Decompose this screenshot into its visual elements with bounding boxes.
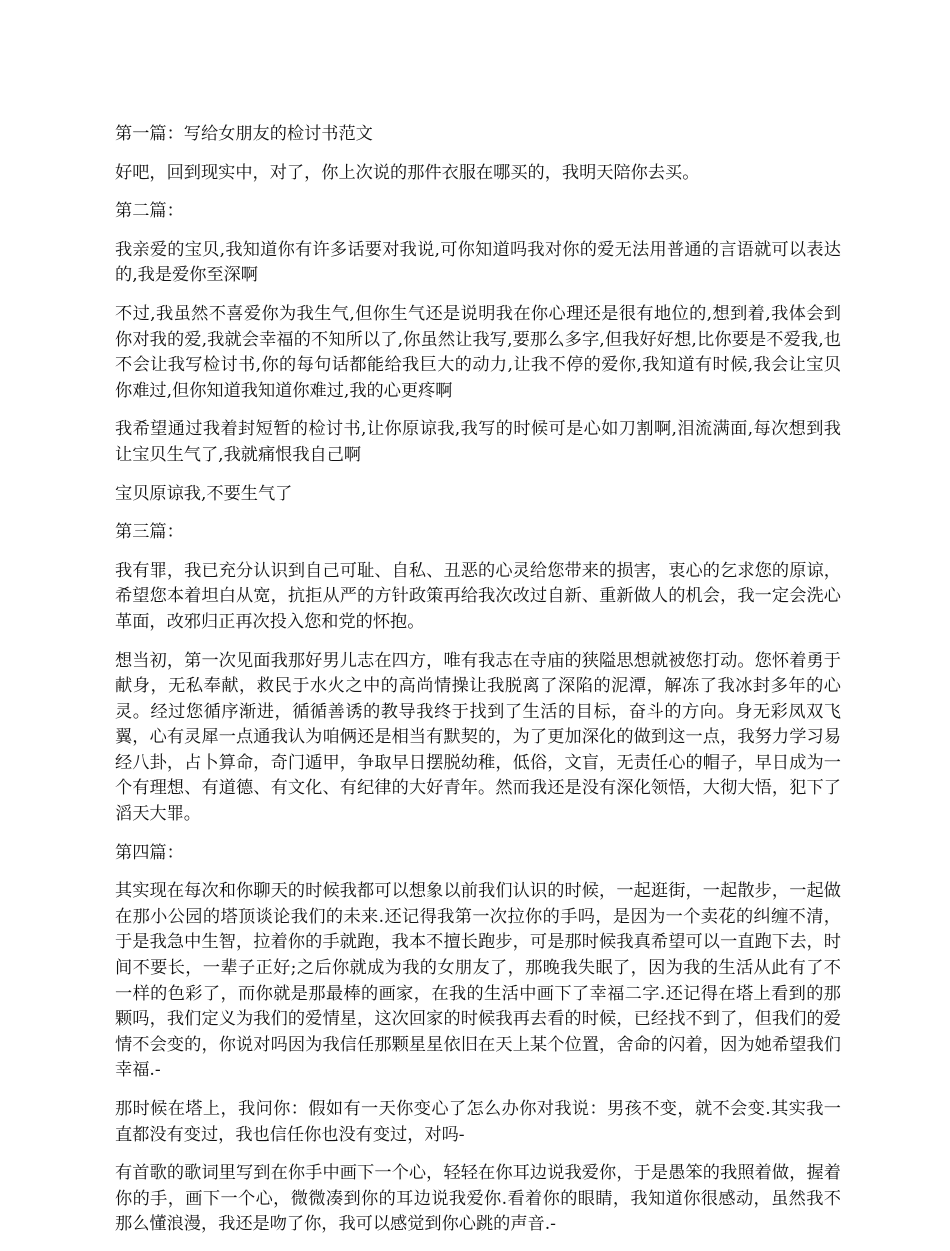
section-title-4: 第四篇： xyxy=(115,842,184,863)
paragraph: 不过,我虽然不喜爱你为我生气,但你生气还是说明我在你心理还是很有地位的,想到着,我体会到你对我的爱,我就会幸福的不知所以了,你虽然让我写,要那么多字,但我好好想,比你要是不爱我,也不会让我写检讨书,你的每句话都能给我巨大的动力,让我不停的爱你,我知道有时候,我会让宝贝你难过,但你知道我知道你难过,我的心更疼啊 xyxy=(115,303,841,401)
section-title-3: 第三篇： xyxy=(115,522,184,543)
section-title-1: 第一篇：写给女朋友的检讨书范文 xyxy=(115,124,373,144)
section-title-2: 第二篇： xyxy=(115,201,184,222)
paragraph: 想当初，第一次见面我那好男儿志在四方，唯有我志在寺庙的狭隘思想就被您打动。您怀着勇于献身，无私奉献，救民于水火之中的高尚情操让我脱离了深陷的泥潭，解冻了我冰封多年的心灵。经过您循序渐进，循循善诱的教导我终于找到了生活的目标，奋斗的方向。身无彩凤双飞翼，心有灵犀一点通我认为咱俩还是相当有默契的，为了更加深化的做到这一点，我努力学习易经八卦，占卜算命，奇门遁甲，争取早日摆脱幼稚，低俗，文盲，无责任心的帽子，早日成为一个有理想、有道德、有文化、有纪律的大好青年。然而我还是没有深化领悟，大彻大悟，犯下了滔天大罪。 xyxy=(115,650,841,825)
paragraph: 其实现在每次和你聊天的时候我都可以想象以前我们认识的时候，一起逛街，一起散步，一起做在那小公园的塔顶谈论我们的未来.还记得我第一次拉你的手吗，是因为一个卖花的纠缠不清，于是我急中生智，拉着你的手就跑，我本不擅长跑步，可是那时候我真希望可以一直跑下去，时间不要长，一辈子正好;之后你就成为我的女朋友了，那晚我失眠了，因为我的生活从此有了不一样的色彩了，而你就是那最棒的画家，在我的生活中画下了幸福二字.还记得在塔上看到的那颗吗，我们定义为我们的爱情星，这次回家的时候我再去看的时候，已经找不到了，但我们的爱情不会变的，你说对吗因为我信任那颗星星依旧在天上某个位置，舍命的闪着，因为她希望我们幸福.- xyxy=(115,881,841,1081)
paragraph: 我亲爱的宝贝,我知道你有许多话要对我说,可你知道吗我对你的爱无法用普通的言语就可以表达的,我是爱你至深啊 xyxy=(115,239,841,286)
paragraph: 有首歌的歌词里写到在你手中画下一个心，轻轻在你耳边说我爱你，于是愚笨的我照着做，握着你的手，画下一个心，微微凑到你的耳边说我爱你.看着你的眼睛，我知道你很感动，虽然我不那么懂浪漫，我还是吻了你，我可以感觉到你心跳的声音.- xyxy=(115,1163,841,1235)
paragraph: 我希望通过我着封短暂的检讨书,让你原谅我,我写的时候可是心如刀割啊,泪流满面,每次想到我让宝贝生气了,我就痛恨我自己啊 xyxy=(115,419,841,465)
paragraph: 好吧，回到现实中，对了，你上次说的那件衣服在哪买的，我明天陪你去买。 xyxy=(115,162,700,183)
document-page xyxy=(115,122,841,1251)
paragraph: 宝贝原谅我,不要生气了 xyxy=(115,483,293,504)
paragraph: 那时候在塔上，我问你：假如有一天你变心了怎么办你对我说：男孩不变，就不会变.其实我一直都没有变过，我也信任你也没有变过，对吗- xyxy=(115,1099,841,1145)
paragraph: 我有罪，我已充分认识到自己可耻、自私、丑恶的心灵给您带来的损害，衷心的乞求您的原谅，希望您本着坦白从宽，抗拒从严的方针政策再给我次改过自新、重新做人的机会，我一定会洗心革面，改邪归正再次投入您和党的怀抱。 xyxy=(115,560,841,632)
